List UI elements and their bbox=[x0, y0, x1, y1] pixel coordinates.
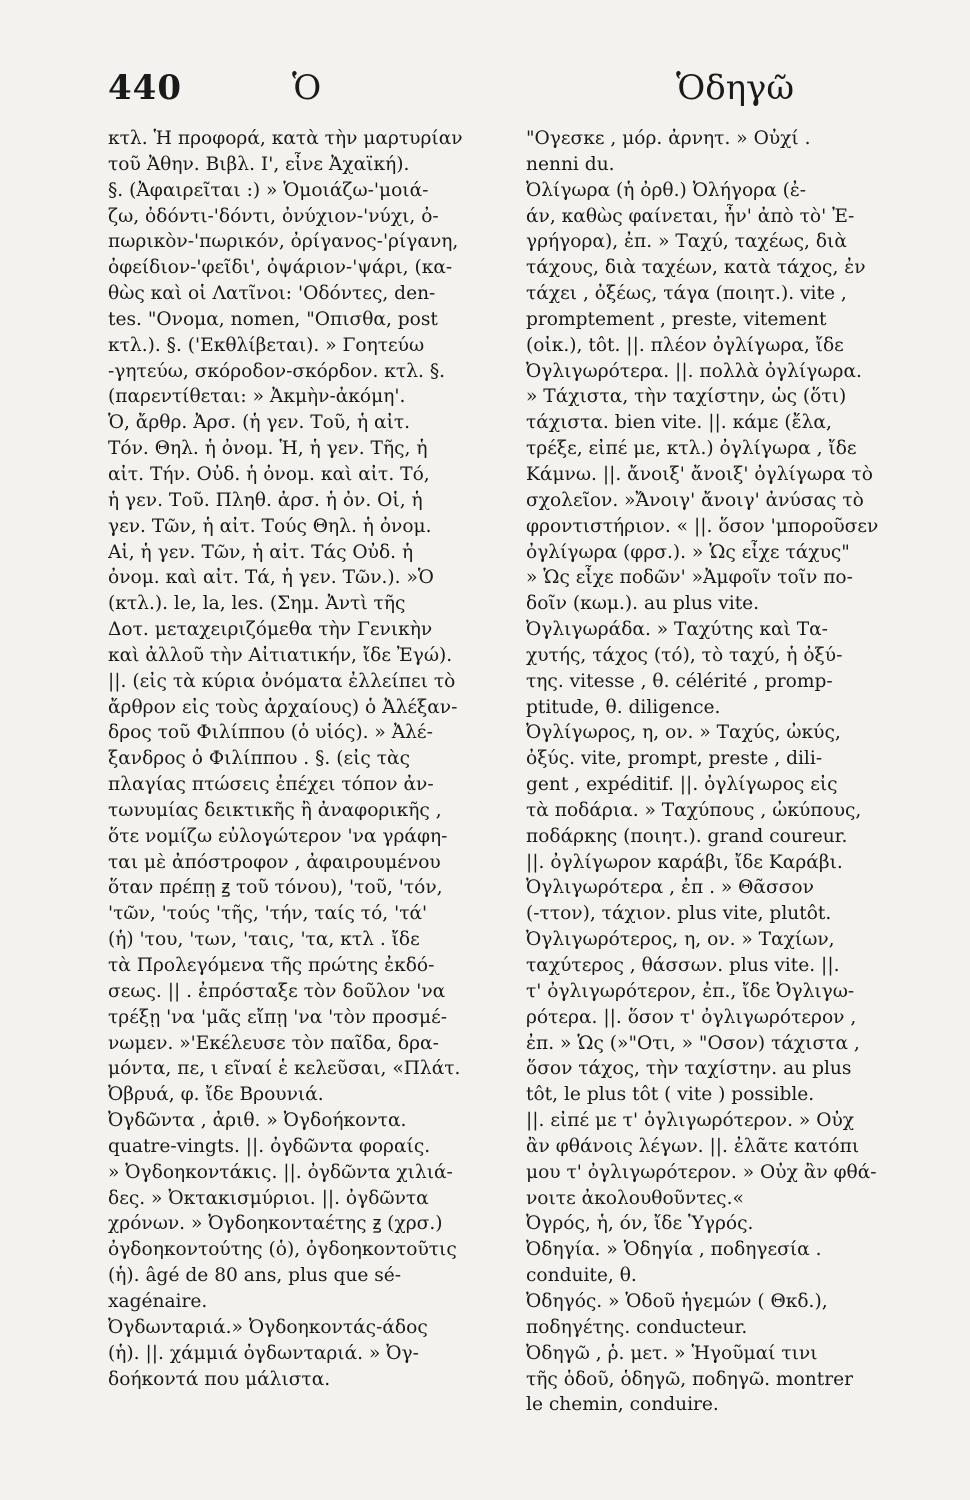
text-line: ταχύτερος , θάσσων. plus vite. ||. bbox=[526, 955, 840, 976]
text-line: ποδάρκης (ποιητ.). grand coureur. bbox=[526, 825, 848, 847]
text-line: τάχιστα. bien vite. ||. κάμε (ἔλα, bbox=[526, 412, 832, 434]
text-line: γρήγορα), ἐπ. » Ταχύ, ταχέως, διὰ bbox=[526, 231, 847, 253]
text-line: Ὀδηγία. » Ὁδηγία , ποδηγεσία . bbox=[526, 1239, 822, 1261]
text-line: promptement , preste, vitement bbox=[526, 308, 827, 330]
text-line: ἄρθρον εἰς τοὺς ἀρχαίους) ὁ Ἀλέξαν- bbox=[108, 696, 458, 718]
text-line: δρος τοῦ Φιλίππου (ὁ υἱός). » Ἀλέ- bbox=[108, 722, 433, 744]
text-line: Ὀγδῶντα , ἀριθ. » Ὀγδοήκοντα. bbox=[108, 1110, 407, 1132]
text-line: (οἰκ.), tôt. ||. πλέον ὀγλίγωρα, ἴδε bbox=[526, 334, 844, 356]
text-line: quatre-vingts. ||. ὀγδῶντα φοραίς. bbox=[108, 1135, 431, 1157]
text-line: » Ὡς εἶχε ποδῶν' »Ἀμφοῖν τοῖν πο- bbox=[526, 567, 853, 589]
text-line: άν, καθὼς φαίνεται, ἦν' ἀπὸ τὸ' Ἐ- bbox=[526, 205, 855, 227]
text-line: "Ογεσκε , μόρ. ἀρνητ. » Οὐχί . bbox=[526, 128, 811, 149]
text-line: ὀφείδιον-'φεῖδι', ὀψάριον-'ψάρι, (κα- bbox=[108, 257, 453, 279]
text-line: (παρεντίθεται: » Ἀκμὴν-ἀκόμη'. bbox=[108, 386, 406, 408]
text-line: νοιτε ἀκολουθοῦντες.« bbox=[526, 1187, 744, 1209]
text-line: ὅταν πρέπῃ ꙃ τοῦ τόνου), 'τοῦ, 'τόν, bbox=[108, 877, 443, 899]
text-line: xagénaire. bbox=[108, 1290, 208, 1312]
text-line: §. (Ἀφαιρεῖται :) » Ὁμοιάζω-'μοιά- bbox=[108, 179, 429, 201]
text-line: τάχους, διὰ ταχέων, κατὰ τάχος, ἐν bbox=[526, 257, 866, 279]
text-line: -γητεύω, σκόροδον-σκόρδον. κτλ. §. bbox=[108, 360, 446, 382]
text-line: (-ττον), τάχιον. plus vite, plutôt. bbox=[526, 903, 832, 925]
text-line: ἡ γεν. Τοῦ. Πληθ. ἀρσ. ἡ ὀν. Οἱ, ἡ bbox=[108, 489, 423, 511]
text-line: ὀγδοηκοντούτης (ὁ), ὀγδοηκοντοῦτις bbox=[108, 1239, 457, 1261]
text-line: ptitude, θ. diligence. bbox=[526, 696, 721, 718]
text-line: μόντα, πε, ι εῖναί ἑ κελεῦσαι, «Πλάτ. bbox=[108, 1058, 461, 1080]
text-line: (ἡ) 'του, 'των, 'ταις, 'τα, κτλ . ἴδε bbox=[108, 929, 420, 951]
text-line: (ἡ). ||. χάμμιά ὀγδωνταριά. » Ὀγ- bbox=[108, 1342, 419, 1364]
section-letter: Ὁ bbox=[292, 68, 322, 108]
text-line: » Τάχιστα, τὴν ταχίστην, ὡς (ὅτι) bbox=[526, 386, 847, 408]
guide-word: Ὁδηγῶ bbox=[676, 68, 795, 108]
text-line: πλαγίας πτώσεις ἐπέχει τόπον ἀν- bbox=[108, 774, 434, 796]
text-line: τοῦ Ἀθην. Βιβλ. Ι', εἶνε Ἀχαϊκή). bbox=[108, 153, 410, 175]
text-line: Ὀγδωνταριά.» Ὀγδοηκοντάς-άδος bbox=[108, 1316, 428, 1338]
text-line: Ὀγρός, ἡ, όν, ἴδε Ὑγρός. bbox=[526, 1213, 754, 1235]
text-line: τὰ ποδάρια. » Ταχύπους , ὠκύπους, bbox=[526, 799, 862, 821]
text-line: αἰτ. Τήν. Οὐδ. ἡ ὀνομ. καὶ αἰτ. Τό, bbox=[108, 463, 430, 485]
text-line: ||. ὀγλίγωρον καράβι, ἴδε Καράβι. bbox=[526, 851, 843, 873]
text-line: Ὀγλιγωρότερα , ἐπ . » Θᾶσσον bbox=[526, 877, 814, 899]
text-line: τωνυμίας δεικτικῆς ἢ ἀναφορικῆς , bbox=[108, 799, 442, 821]
text-line: nenni du. bbox=[526, 153, 615, 175]
text-line: Ὀγλίγωρος, η, ον. » Ταχύς, ὠκύς, bbox=[526, 722, 841, 744]
text-line: Ὀγλιγωράδα. » Ταχύτης καὶ Τα- bbox=[526, 619, 828, 641]
text-line: Κάμνω. ||. ἄνοιξ' ἄνοιξ' ὀγλίγωρα τὸ bbox=[526, 463, 873, 485]
text-line: ||. (εἰς τὰ κύρια ὀνόματα ἐλλείπει τὸ bbox=[108, 670, 456, 692]
text-line: κτλ.). §. ('Εκθλίβεται). » Γοητεύω bbox=[108, 334, 425, 356]
left-column bbox=[108, 126, 470, 1392]
text-line: ἂν φθάνοις λέγων. ||. ἐλᾶτε κατόπι bbox=[526, 1135, 860, 1157]
text-line: τ' ὀγλιγωρότερον, ἐπ., ἴδε Ὀγλιγω- bbox=[526, 980, 855, 1002]
text-line: σχολεῖον. »Ἄνοιγ' ἄνοιγ' ἀνύσας τὸ bbox=[526, 489, 864, 511]
text-line: Δοτ. μεταχειριζόμεθα τὴν Γενικὴν bbox=[108, 619, 433, 641]
text-line: ζω, ὀδόντι-'δόντι, ὀνύχιον-'νύχι, ὀ- bbox=[108, 205, 439, 227]
text-line: γεν. Τῶν, ἡ αἰτ. Τούς Θηλ. ἡ ὀνομ. bbox=[108, 515, 432, 537]
text-line: Ὀγλιγωρότερος, η, ον. » Ταχίων, bbox=[526, 929, 835, 951]
text-line: ὀνομ. καὶ αἰτ. Τά, ἡ γεν. Τῶν.). »Ὁ bbox=[108, 567, 434, 589]
text-line: δες. » Ὀκτακισμύριοι. ||. ὀγδῶντα bbox=[108, 1187, 429, 1209]
text-line: Ὀλίγωρα (ἡ ὀρθ.) Ὀλήγορα (ἐ- bbox=[526, 179, 807, 201]
text-line: χρόνων. » Ὀγδοηκονταέτης ꙃ (χρσ.) bbox=[108, 1213, 443, 1235]
text-line: της. vitesse , θ. célérité , promp- bbox=[526, 670, 833, 692]
text-line: 'τῶν, 'τούς 'τῆς, 'τήν, ταίς τό, 'τά' bbox=[108, 903, 428, 925]
text-line: ται μὲ ἀπόστροφον , ἀφαιρουμένου bbox=[108, 851, 441, 873]
text-line: ὀξύς. vite, prompt, preste , dili- bbox=[526, 748, 823, 770]
text-line: σεως. || . ἐπρόσταξε τὸν δοῦλον 'να bbox=[108, 980, 446, 1002]
page-header bbox=[0, 68, 970, 118]
text-line: Τόν. Θηλ. ἡ ὀνομ. Ἡ, ἡ γεν. Τῆς, ἡ bbox=[108, 438, 428, 460]
text-line: Ὀβρυά, φ. ἴδε Βρουνιά. bbox=[108, 1084, 324, 1106]
text-line: ὅσον τάχος, τὴν ταχίστην. au plus bbox=[526, 1058, 852, 1080]
text-line: ρότερα. ||. ὅσον τ' ὀγλιγωρότερον , bbox=[526, 1006, 857, 1028]
text-line: ||. εἰπέ με τ' ὀγλιγωρότερον. » Οὐχ bbox=[526, 1110, 855, 1132]
text-line: gent , expéditif. ||. ὀγλίγωρος εἰς bbox=[526, 774, 838, 796]
page-number: 440 bbox=[108, 68, 182, 108]
text-line: Αἱ, ἡ γεν. Τῶν, ἡ αἰτ. Τάς Οὐδ. ἡ bbox=[108, 541, 414, 563]
text-line: τρέξῃ 'να 'μᾶς εἴπῃ 'να 'τὸν προσμέ- bbox=[108, 1006, 448, 1028]
text-line: κτλ. Ἡ προφορά, κατὰ τὴν μαρτυρίαν bbox=[108, 128, 463, 149]
text-line: Ὁ, ἄρθρ. Ἀρσ. (ἡ γεν. Τοῦ, ἡ αἰτ. bbox=[108, 412, 411, 434]
text-line: καὶ ἀλλοῦ τὴν Αἰτιατικήν, ἴδε Ἐγώ). bbox=[108, 644, 453, 666]
text-line: ὅτε νομίζω εὐλογώτερον 'να γράφη- bbox=[108, 825, 448, 847]
text-line: » Ὀγδοηκοντάκις. ||. ὀγδῶντα χιλιά- bbox=[108, 1161, 453, 1183]
text-line: τρέξε, εἰπέ με, κτλ.) ὀγλίγωρα , ἴδε bbox=[526, 438, 857, 460]
text-line: ἐπ. » Ὡς (»"Οτι, » "Οσον) τάχιστα , bbox=[526, 1032, 860, 1054]
text-line: τὰ Προλεγόμενα τῆς πρώτης ἐκδό- bbox=[108, 955, 435, 976]
text-line: τάχει , ὀξέως, τάγα (ποιητ.). vite , bbox=[526, 283, 847, 305]
text-line: tôt, le plus tôt ( vite ) possible. bbox=[526, 1084, 815, 1106]
text-line: χυτής, τάχος (τό), τὸ ταχύ, ἡ ὀξύ- bbox=[526, 644, 843, 666]
text-line: ποδηγέτης. conducteur. bbox=[526, 1316, 748, 1338]
text-line: μου τ' ὀγλιγωρότερον. » Οὐχ ἂν φθά- bbox=[526, 1161, 877, 1183]
text-line: δοῖν (κωμ.). au plus vite. bbox=[526, 593, 760, 615]
text-line: Ὀδηγός. » Ὁδοῦ ἡγεμών ( Θκδ.), bbox=[526, 1290, 828, 1312]
right-column bbox=[526, 126, 936, 1418]
text-line: le chemin, conduire. bbox=[526, 1394, 719, 1416]
text-line: δοήκοντά που μάλιστα. bbox=[108, 1368, 331, 1390]
text-line: θὼς καὶ οἱ Λατῖνοι: 'Οδόντες, den- bbox=[108, 283, 436, 305]
text-line: Ὀγλιγωρότερα. ||. πολλὰ ὀγλίγωρα. bbox=[526, 360, 862, 382]
text-line: (κτλ.). le, la, les. (Σημ. Ἀντὶ τῆς bbox=[108, 593, 406, 615]
text-line: Ὀδηγῶ , ῥ. μετ. » Ἡγοῦμαί τινι bbox=[526, 1342, 818, 1364]
text-line: νωμεν. »'Εκέλευσε τὸν παῖδα, δρα- bbox=[108, 1032, 439, 1054]
text-line: ξανδρος ὁ Φιλίππου . §. (εἰς τὰς bbox=[108, 748, 411, 770]
text-line: φροντιστήριον. « ||. ὅσον 'μποροῦσεν bbox=[526, 515, 879, 537]
text-line: (ἡ). âgé de 80 ans, plus que sé- bbox=[108, 1265, 402, 1287]
text-line: πωρικὸν-'πωρικόν, ὀρίγανος-'ρίγανη, bbox=[108, 231, 459, 253]
text-line: τῆς ὁδοῦ, ὁδηγῶ, ποδηγῶ. montrer bbox=[526, 1368, 853, 1390]
text-line: tes. "Ονομα, nomen, "Οπισθα, post bbox=[108, 308, 438, 330]
text-line: ὀγλίγωρα (φρσ.). » Ὡς εἶχε τάχυς" bbox=[526, 541, 850, 563]
text-line: conduite, θ. bbox=[526, 1265, 637, 1287]
